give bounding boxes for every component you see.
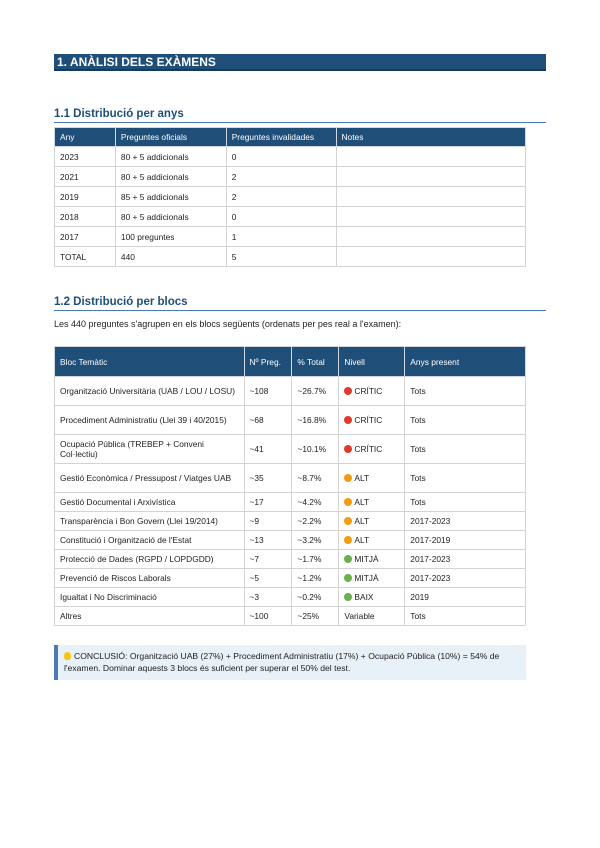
header-anys-present: Anys present	[405, 347, 526, 377]
blocs-table-header	[55, 347, 526, 377]
table-cell-bloc: Constitució i Organització de l'Estat	[55, 531, 245, 550]
table-cell-nivell	[339, 550, 405, 569]
intro-text: Les 440 preguntes s'agrupen en els blocs següents (ordenats per pes real a l'examen):	[54, 319, 402, 329]
level-label: MITJÀ	[354, 573, 379, 583]
table-cell-pct: ~25%	[292, 607, 339, 626]
level-dot-icon	[344, 474, 352, 482]
table-row	[55, 247, 526, 267]
level-dot-icon	[344, 536, 352, 544]
table-row	[55, 588, 526, 607]
table-cell: 85 + 5 addicionals	[115, 187, 226, 207]
table-cell: 100 preguntes	[115, 227, 226, 247]
table-cell-anys: 2017-2023	[405, 569, 526, 588]
table-cell-pct: ~26.7%	[292, 377, 339, 406]
level-dot-icon	[344, 445, 352, 453]
table-cell: 0	[226, 207, 336, 227]
table-cell-preg: ~13	[244, 531, 292, 550]
table-cell-nivell	[339, 406, 405, 435]
table-cell	[336, 187, 526, 207]
level-dot-icon	[344, 498, 352, 506]
table-cell-pct: ~8.7%	[292, 464, 339, 493]
table-cell: 2018	[55, 207, 116, 227]
table-cell-preg: ~3	[244, 588, 292, 607]
subsection-title-anys: 1.1 Distribució per anys	[54, 108, 546, 123]
table-cell	[336, 167, 526, 187]
table-cell-pct: ~16.8%	[292, 406, 339, 435]
header-pct-total: % Total	[292, 347, 339, 377]
section-title-analisi: 1. ANÀLISI DELS EXÀMENS	[54, 54, 546, 71]
table-row	[55, 406, 526, 435]
table-row	[55, 147, 526, 167]
table-row	[55, 493, 526, 512]
header-preguntes-invalidades: Preguntes invalidades	[226, 128, 336, 147]
header-notes: Notes	[336, 128, 526, 147]
table-cell-preg: ~108	[244, 377, 292, 406]
table-cell: 2017	[55, 227, 116, 247]
header-bloc-tematic: Bloc Temàtic	[55, 347, 245, 377]
table-cell-bloc: Prevenció de Riscos Laborals	[55, 569, 245, 588]
table-cell: 2	[226, 167, 336, 187]
level-dot-icon	[344, 387, 352, 395]
table-cell-nivell	[339, 377, 405, 406]
table-cell-preg: ~41	[244, 435, 292, 464]
table-cell-pct: ~4.2%	[292, 493, 339, 512]
table-cell-nivell	[339, 569, 405, 588]
table-cell: 2023	[55, 147, 116, 167]
subsection-title-blocs: 1.2 Distribució per blocs	[54, 296, 546, 311]
level-label: Variable	[344, 611, 375, 621]
table-cell: 1	[226, 227, 336, 247]
header-num-preg: Nº Preg.	[244, 347, 292, 377]
table-row	[55, 377, 526, 406]
table-row	[55, 167, 526, 187]
table-cell	[336, 207, 526, 227]
years-table-header	[55, 128, 526, 147]
years-table	[54, 127, 526, 267]
table-cell-anys: Tots	[405, 435, 526, 464]
table-cell-pct: ~1.7%	[292, 550, 339, 569]
level-dot-icon	[344, 416, 352, 424]
table-cell-preg: ~35	[244, 464, 292, 493]
table-cell-anys: Tots	[405, 493, 526, 512]
header-preguntes-oficials: Preguntes oficials	[115, 128, 226, 147]
conclusion-box	[54, 645, 526, 680]
table-row	[55, 512, 526, 531]
table-cell: 2021	[55, 167, 116, 187]
level-label: CRÍTIC	[354, 386, 383, 396]
table-cell-bloc: Protecció de Dades (RGPD / LOPDGDD)	[55, 550, 245, 569]
table-cell-bloc: Ocupació Pública (TREBEP + Conveni Col·lectiu)	[55, 435, 245, 464]
table-cell: 80 + 5 addicionals	[115, 207, 226, 227]
table-row	[55, 207, 526, 227]
table-cell-bloc: Transparència i Bon Govern (Llei 19/2014)	[55, 512, 245, 531]
lightbulb-icon	[64, 652, 71, 660]
table-row	[55, 187, 526, 207]
table-cell-anys: Tots	[405, 377, 526, 406]
table-cell-preg: ~100	[244, 607, 292, 626]
level-dot-icon	[344, 555, 352, 563]
table-cell-anys: 2017-2023	[405, 512, 526, 531]
table-cell-nivell	[339, 435, 405, 464]
table-cell-pct: ~3.2%	[292, 531, 339, 550]
table-cell-bloc: Gestió Econòmica / Pressupost / Viatges UAB	[55, 464, 245, 493]
table-cell-preg: ~7	[244, 550, 292, 569]
table-cell-nivell	[339, 512, 405, 531]
table-row	[55, 607, 526, 626]
table-cell-bloc: Gestió Documental i Arxivística	[55, 493, 245, 512]
level-label: MITJÀ	[354, 554, 379, 564]
table-cell-anys: Tots	[405, 464, 526, 493]
table-cell	[336, 147, 526, 167]
table-cell-preg: ~68	[244, 406, 292, 435]
table-cell-preg: ~9	[244, 512, 292, 531]
table-cell: 2019	[55, 187, 116, 207]
table-cell-nivell	[339, 531, 405, 550]
table-row	[55, 550, 526, 569]
level-label: CRÍTIC	[354, 444, 383, 454]
table-cell: 440	[115, 247, 226, 267]
table-cell-pct: ~1.2%	[292, 569, 339, 588]
level-label: ALT	[354, 516, 370, 526]
table-row	[55, 227, 526, 247]
table-cell: 2	[226, 187, 336, 207]
table-row	[55, 435, 526, 464]
table-cell-pct: ~10.1%	[292, 435, 339, 464]
table-cell-pct: ~0.2%	[292, 588, 339, 607]
table-cell-preg: ~17	[244, 493, 292, 512]
table-cell-nivell	[339, 607, 405, 626]
table-cell	[336, 247, 526, 267]
header-any: Any	[55, 128, 116, 147]
table-row	[55, 569, 526, 588]
table-row	[55, 531, 526, 550]
conclusion-text: CONCLUSIÓ: Organització UAB (27%) + Procediment Administratiu (17%) + Ocupació Pública (10%) = 54% de l'examen. Dominar aquests 3 blocs és suficient per superar el 50% del test.	[64, 651, 500, 673]
table-cell-bloc: Igualtat i No Discriminació	[55, 588, 245, 607]
table-cell-anys: 2019	[405, 588, 526, 607]
table-cell: 5	[226, 247, 336, 267]
table-cell-nivell	[339, 493, 405, 512]
table-row	[55, 464, 526, 493]
table-cell: 80 + 5 addicionals	[115, 147, 226, 167]
table-cell-anys: 2017-2019	[405, 531, 526, 550]
table-cell-preg: ~5	[244, 569, 292, 588]
table-cell-bloc: Altres	[55, 607, 245, 626]
table-cell-nivell	[339, 588, 405, 607]
level-label: ALT	[354, 535, 370, 545]
table-cell: 80 + 5 addicionals	[115, 167, 226, 187]
table-cell: TOTAL	[55, 247, 116, 267]
table-cell-nivell	[339, 464, 405, 493]
level-dot-icon	[344, 593, 352, 601]
level-dot-icon	[344, 574, 352, 582]
header-nivell: Nivell	[339, 347, 405, 377]
table-cell-bloc: Procediment Administratiu (Llei 39 i 40/2015)	[55, 406, 245, 435]
level-label: CRÍTIC	[354, 415, 383, 425]
table-cell: 0	[226, 147, 336, 167]
level-dot-icon	[344, 517, 352, 525]
level-label: ALT	[354, 497, 370, 507]
table-cell-anys: 2017-2023	[405, 550, 526, 569]
level-label: ALT	[354, 473, 370, 483]
table-cell-bloc: Organització Universitària (UAB / LOU / LOSU)	[55, 377, 245, 406]
table-cell	[336, 227, 526, 247]
level-label: BAIX	[354, 592, 374, 602]
table-cell-anys: Tots	[405, 406, 526, 435]
table-cell-pct: ~2.2%	[292, 512, 339, 531]
blocs-table	[54, 346, 526, 626]
table-cell-anys: Tots	[405, 607, 526, 626]
